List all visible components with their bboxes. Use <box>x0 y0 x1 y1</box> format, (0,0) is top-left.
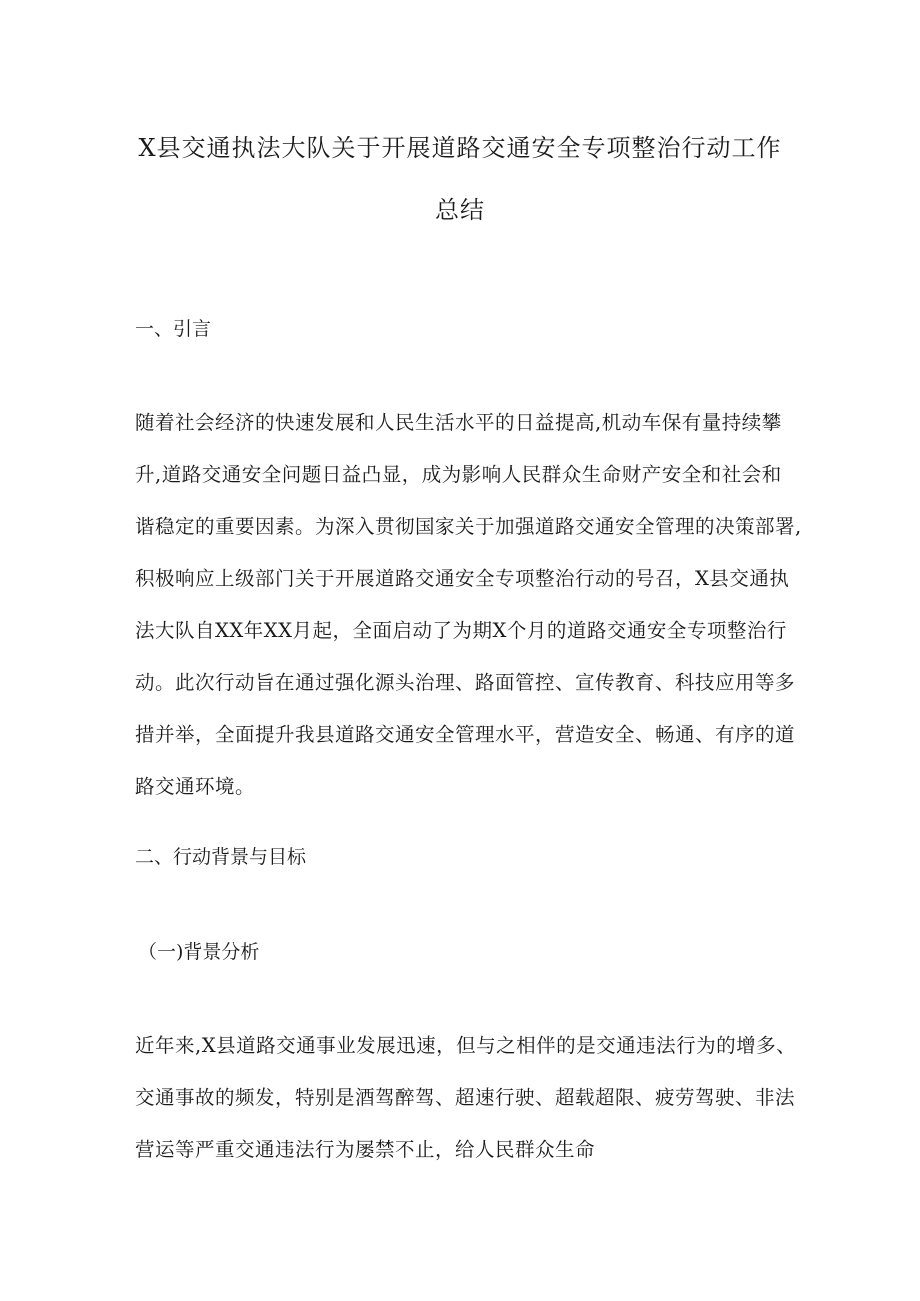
paragraph-line: 近年来,X县道路交通事业发展迅速，但与之相伴的是交通违法行为的增多、 <box>135 1034 797 1057</box>
paragraph-line: 动。此次行动旨在通过强化源头治理、路面管控、宣传教育、科技应用等多 <box>135 671 796 694</box>
paragraph-background-analysis <box>135 1034 795 1190</box>
paragraph-line: 营运等严重交通违法行为屡禁不止，给人民群众生命 <box>135 1138 596 1161</box>
paragraph-line: 随着社会经济的快速发展和人民生活水平的日益提高,机动车保有量持续攀 <box>135 411 782 434</box>
subsection-heading-background-analysis: （一)背景分析 <box>138 941 260 963</box>
paragraph-line: 法大队自XX年XX月起，全面启动了为期X个月的道路交通安全专项整治行 <box>135 619 787 642</box>
section-heading-background-goals: 二、行动背景与目标 <box>135 846 307 868</box>
document-title-line-2: 总结 <box>435 196 485 224</box>
paragraph-line: 措并举，全面提升我县道路交通安全管理水平，营造安全、畅通、有序的道 <box>135 723 796 746</box>
paragraph-introduction <box>135 411 802 827</box>
section-heading-introduction: 一、引言 <box>135 318 212 340</box>
document-title-line-1: X县交通执法大队关于开展道路交通安全专项整治行动工作 <box>138 134 782 162</box>
paragraph-line: 交通事故的频发，特别是酒驾醉驾、超速行驶、超载超限、疲劳驾驶、非法 <box>135 1086 796 1109</box>
paragraph-line: 升,道路交通安全问题日益凸显，成为影响人民群众生命财产安全和社会和 <box>135 463 782 486</box>
paragraph-line: 路交通环境。 <box>135 775 256 798</box>
paragraph-line: 积极响应上级部门关于开展道路交通安全专项整治行动的号召，X县交通执 <box>135 567 790 590</box>
paragraph-line: 谐稳定的重要因素。为深入贯彻国家关于加强道路交通安全管理的决策部署, <box>135 515 802 538</box>
